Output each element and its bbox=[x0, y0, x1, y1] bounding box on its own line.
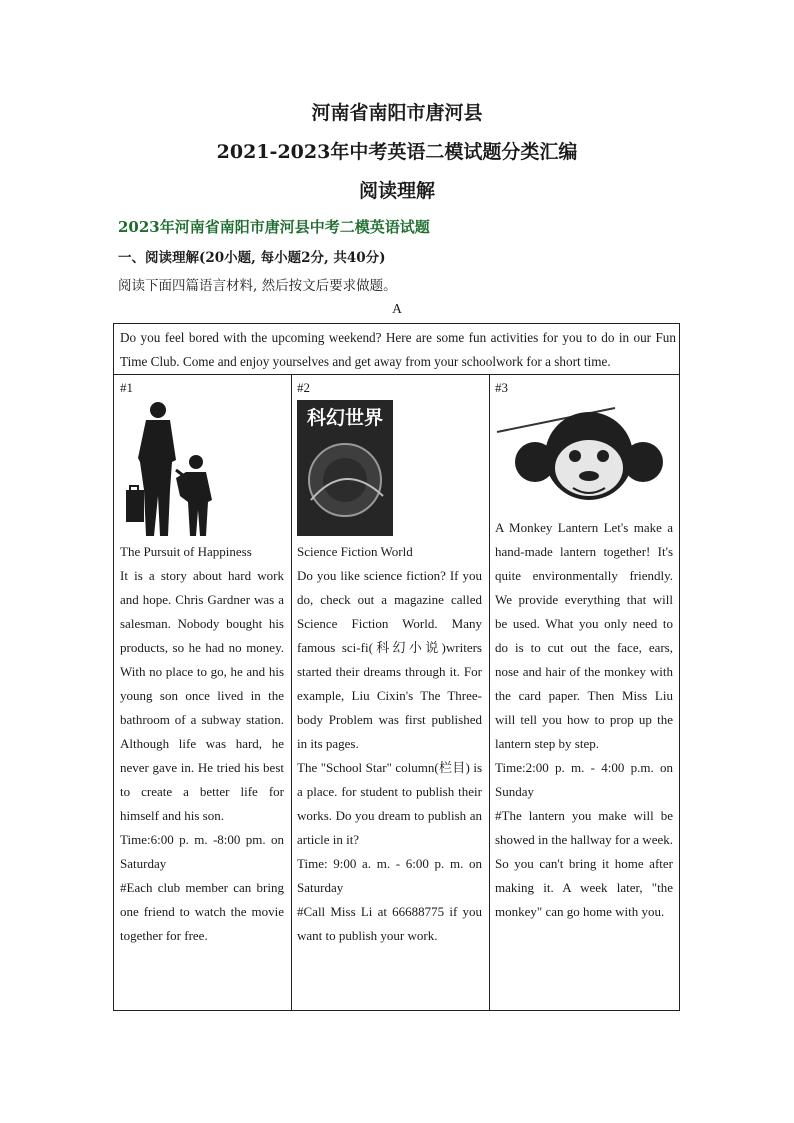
activity-text bbox=[495, 516, 673, 924]
activity-time: Time:2:00 p. m. - 4:00 p.m. on Sunday bbox=[495, 760, 673, 799]
activity-title: Science Fiction World bbox=[297, 544, 413, 559]
activity-note: #Each club member can bring one friend to watch the movie together for free. bbox=[120, 880, 284, 943]
passage-table bbox=[113, 323, 680, 1011]
table-divider bbox=[114, 374, 679, 375]
activity-number: #1 bbox=[120, 380, 133, 395]
activity-number: #3 bbox=[495, 380, 508, 395]
activity-time: Time: 9:00 a. m. - 6:00 p. m. on Saturday bbox=[297, 856, 482, 895]
doc-title-region: 河南省南阳市唐河县 bbox=[311, 102, 483, 124]
column-divider bbox=[489, 374, 490, 1010]
activity-description-2: The "School Star" column(栏目) is a place. for student to publish their works. Do you dream to publish an article in it? bbox=[297, 760, 482, 847]
exam-title: 2023年河南省南阳市唐河县中考二模英语试题 bbox=[118, 218, 430, 236]
magazine-cover-title: 科幻世界 bbox=[306, 407, 384, 429]
activity-description: It is a story about hard work and hope. Chris Gardner was a salesman. Nobody bought his products, so he had no money. With no place to go, he and his young son once lived in the bathroom of a subway station. Although life was hard, he never gave in. He tried his best to create a better life for himself and his son. bbox=[120, 568, 284, 823]
activity-number: #2 bbox=[297, 380, 310, 395]
activity-note: #The lantern you make will be showed in the hallway for a week. So you can't bring it home after making it. A week later, "the monkey" can go home with you. bbox=[495, 808, 673, 919]
activity-description: Let's make a hand-made lantern together! It's quite environmentally friendly. We provide everything that will be used. What you only need to do is to cut out the face, ears, nose and hair of the monkey with the card paper. Then Miss Liu will tell you how to prop up the lantern step by step. bbox=[495, 520, 674, 751]
activity-title: A Monkey Lantern bbox=[495, 520, 599, 535]
man-and-boy-silhouette-icon bbox=[120, 400, 230, 548]
doc-title-exam: 2021-2023年中考英语二模试题分类汇编 bbox=[216, 141, 578, 163]
magazine-cover-icon bbox=[297, 400, 393, 544]
activity-title: The Pursuit of Happiness bbox=[120, 544, 252, 559]
passage-letter: A bbox=[392, 301, 402, 316]
activity-description: Do you like science fiction? If you do, check out a magazine called Science Fiction World. Many famous sci-fi(科幻小说)writers started their dreams through it. For example, Liu Cixin's The Three-body Problem was first published in its pages. bbox=[297, 568, 482, 751]
activity-text bbox=[297, 540, 482, 948]
passage-intro: Do you feel bored with the upcoming weekend? Here are some fun activities for you to do in our Fun Time Club. Come and enjoy yourselves and get away from your schoolwork for a short time. bbox=[120, 330, 676, 369]
activity-time: Time:6:00 p. m. -8:00 pm. on Saturday bbox=[120, 832, 284, 871]
activity-note: #Call Miss Li at 66688775 if you want to publish your work. bbox=[297, 904, 482, 943]
monkey-lantern-icon bbox=[495, 398, 671, 516]
doc-title-section: 阅读理解 bbox=[358, 180, 435, 202]
activity-text bbox=[120, 540, 284, 948]
column-divider bbox=[291, 374, 292, 1010]
instruction: 阅读下面四篇语言材料, 然后按文后要求做题。 bbox=[118, 278, 397, 294]
section-heading: 一、阅读理解(20小题, 每小题2分, 共40分) bbox=[118, 250, 386, 266]
